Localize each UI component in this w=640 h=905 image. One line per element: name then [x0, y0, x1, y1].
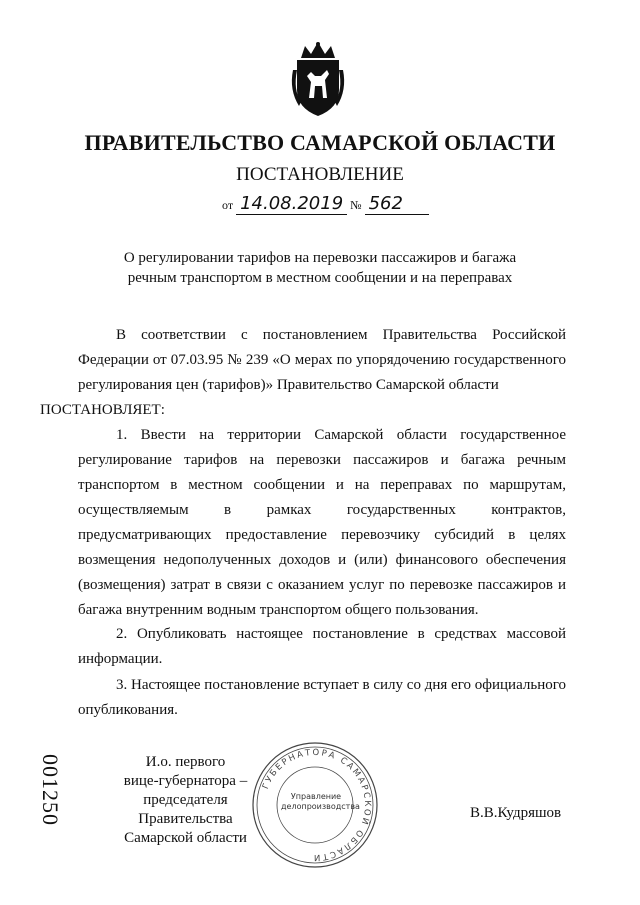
registration-number: 001250	[38, 754, 63, 826]
decree-word: ПОСТАНОВЛЯЕТ:	[40, 402, 165, 418]
position-line: Самарской области	[124, 830, 247, 846]
position-line: И.о. первого	[145, 754, 226, 770]
coat-of-arms-emblem	[287, 40, 349, 118]
government-title: ПРАВИТЕЛЬСТВО САМАРСКОЙ ОБЛАСТИ	[84, 130, 556, 155]
document-type: ПОСТАНОВЛЕНИЕ	[236, 164, 404, 185]
date-number-line	[222, 193, 429, 215]
item-3-paragraph: 3. Настоящее постановление вступает в силу со дня его официального опубликования.	[78, 677, 566, 718]
stamp-ring-text: ГУБЕРНАТОРА САМАРСКОЙ ОБЛАСТИ	[260, 747, 373, 863]
position-line: председателя Правительства	[138, 792, 233, 827]
preamble-text: В соответствии с постановлением Правительства Российской Федерации от 07.03.95 № 239 «О мерах по упорядочению государственного регулирования цен (тарифов)» Правительство Самарской области	[78, 327, 566, 393]
preamble-paragraph	[40, 323, 566, 423]
stamp-inner-line: Управление	[290, 792, 342, 801]
item-1-paragraph: 1. Ввести на территории Самарской области государственное регулирование тарифов на перевозки пассажиров и багажа речным транспортом в местном сообщении и на переправах по маршрутам, осуществляемым в рамках государственных контрактов, предусматривающих предоставление перевозчику субсидий в целях возмещения недополученных доходов и (или) финансового обеспечения (возмещения) затрат в связи с оказанием услуг по перевозке пассажиров и багажа внутренним водным транспортом общего пользования.	[78, 427, 566, 618]
document-subject: О регулировании тарифов на перевозки пассажиров и багажа речным транспортом в местном сообщении и на переправах	[123, 250, 517, 286]
number-prefix: №	[350, 198, 362, 212]
stamp-inner-line: делопроизводства	[281, 802, 360, 811]
handwritten-date: 14.08.2019	[236, 193, 347, 215]
item-2-paragraph: 2. Опубликовать настоящее постановление в средствах массовой информации.	[78, 626, 566, 667]
handwritten-number: 562	[365, 193, 429, 215]
signatory-name: В.В.Кудряшов	[470, 805, 562, 821]
position-line: вице-губернатора –	[123, 773, 248, 789]
signatory-position	[98, 753, 273, 848]
date-prefix: от	[222, 198, 234, 212]
stamp-inner-text	[281, 792, 360, 812]
